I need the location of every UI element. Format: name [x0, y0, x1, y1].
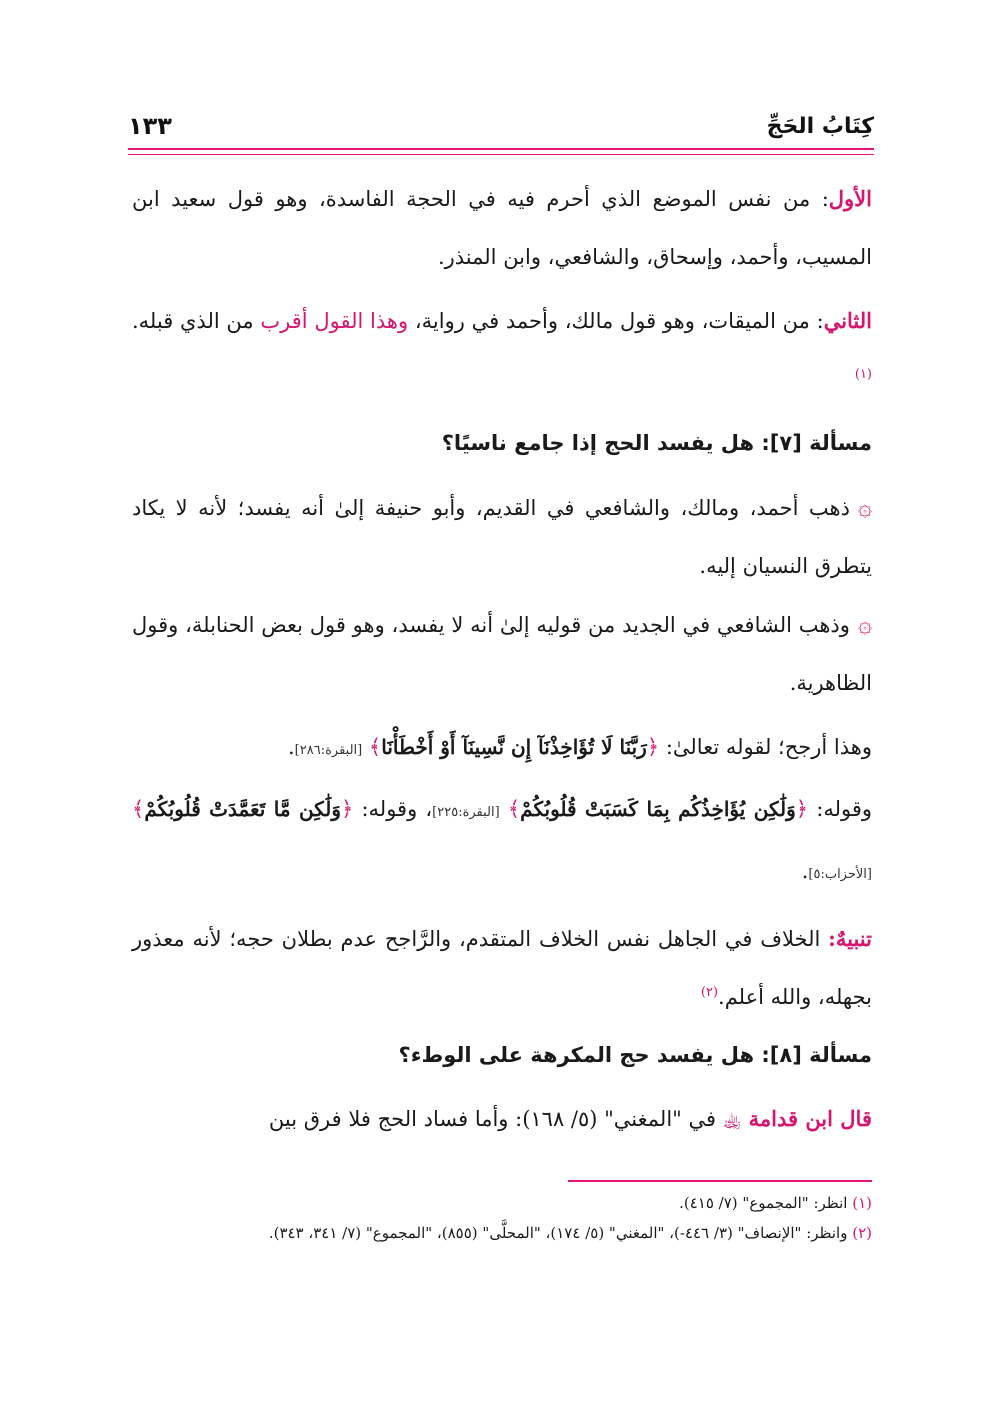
text: : من نفس الموضع الذي أحرم فيه في الحجة الفاسدة، وهو قول سعيد ابن المسيب، وأحمد، وإسحاق، والشافعي، وابن المنذر. [132, 187, 872, 269]
verse-reference: [البقرة:٢٨٦] [294, 743, 363, 758]
text: ذهب أحمد، ومالك، والشافعي في القديم، وأبو حنيفة إلىٰ أنه يفسد؛ لأنه لا يكاد يتطرق النسيان إليه. [132, 496, 872, 578]
quran-bracket-open: ﴿ [646, 735, 660, 759]
footnote-ref-2[interactable]: (٢) [700, 985, 719, 1000]
highlight-text: وهذا القول أقرب [260, 309, 409, 333]
text: الخلاف في الجاهل نفس الخلاف المتقدم، والرَّاجح عدم بطلان حجه؛ لأنه معذور بجهله، والله أعلم. [132, 927, 872, 1009]
paragraph-first-opinion [132, 170, 872, 286]
book-title: كِتَابُ الحَجِّ [766, 114, 874, 139]
footnote-2 [132, 1218, 872, 1248]
quran-verse: رَبَّنَا لَا تُؤَاخِذْنَآ إِن نَّسِينَآ أَوْ أَخْطَأْنَا [381, 735, 647, 759]
main-text [132, 170, 872, 1148]
question-text: هل يفسد الحج إذا جامع ناسيًا؟ [441, 431, 762, 455]
paragraph-note [132, 910, 872, 1026]
period: . [287, 735, 295, 759]
quran-bracket-close: ﴾ [507, 797, 521, 821]
text: وذهب الشافعي في الجديد من قوليه إلىٰ أنه لا يفسد، وهو قول بعض الحنابلة، وقول الظاهرية. [132, 613, 872, 695]
question-label: مسألة [٧]: [761, 431, 872, 455]
question-label: مسألة [٨]: [761, 1043, 872, 1067]
footnote-number: (١) [852, 1194, 872, 1212]
footnotes [132, 1188, 872, 1248]
label-scholar: قال ابن قدامة [748, 1106, 872, 1131]
question-7-heading [132, 414, 872, 472]
flower-bullet-icon: ۞ [857, 610, 872, 638]
period: . [801, 859, 809, 883]
quran-bracket-open: ﴿ [795, 797, 809, 821]
verse-reference: [الأحزاب:٥] [808, 867, 872, 882]
paragraph-verses [132, 780, 872, 904]
verse-reference: [البقرة:٢٢٥] [432, 805, 500, 820]
page-number: ١٣٣ [128, 112, 172, 140]
page-header [128, 108, 874, 158]
flower-bullet-icon: ۞ [857, 493, 872, 521]
bullet-paragraph-2 [132, 595, 872, 712]
footnote-ref-1[interactable]: (١) [854, 367, 872, 382]
text: من الذي قبله. [132, 309, 261, 333]
paragraph-ibn-qudama [132, 1090, 872, 1148]
quran-bracket-close: ﴾ [368, 735, 382, 759]
text: في "المغني" (٥/ ١٦٨): وأما فساد الحج فلا فرق بين [268, 1107, 723, 1131]
quran-verse: وَلَٰكِن يُؤَاخِذُكُم بِمَا كَسَبَتْ قُلُوبُكُمْ [520, 797, 796, 821]
text: وقوله: [808, 797, 873, 821]
footnote-1 [132, 1188, 872, 1218]
paragraph-preference [132, 718, 872, 780]
footnote-text: وانظر: "الإنصاف" (٣/ ٤٤٦-)، "المغني" (٥/ ١٧٤)، "المحلَّى" (٨٥٥)، "المجموع" (٧/ ٣٤١، ٣٤٣). [268, 1224, 848, 1242]
label-second: الثاني [823, 308, 873, 333]
quran-bracket-open: ﴿ [341, 797, 354, 821]
question-8-heading [132, 1026, 872, 1084]
footnote-number: (٢) [852, 1224, 872, 1242]
header-rule-top [128, 148, 874, 150]
header-rule-bottom [128, 154, 874, 155]
label-note: تنبيهٌ: [828, 926, 872, 951]
bullet-paragraph-1 [132, 478, 872, 595]
text: وهذا أرجح؛ لقوله تعالىٰ: [659, 735, 872, 759]
quran-verse: وَلَٰكِن مَّا تَعَمَّدَتْ قُلُوبُكُمْ [144, 797, 341, 821]
text: : من الميقات، وهو قول مالك، وأحمد في رواية، [408, 309, 824, 333]
paragraph-second-opinion [132, 292, 872, 408]
honorific: ﵀ [722, 1107, 749, 1131]
quran-bracket-close: ﴾ [132, 797, 145, 821]
label-first: الأول [828, 186, 872, 211]
text: ، وقوله: [353, 797, 433, 821]
question-text: هل يفسد حج المكرهة على الوطء؟ [398, 1043, 762, 1067]
footnote-separator [568, 1180, 872, 1182]
footnote-text: انظر: "المجموع" (٧/ ٤١٥). [679, 1194, 848, 1212]
